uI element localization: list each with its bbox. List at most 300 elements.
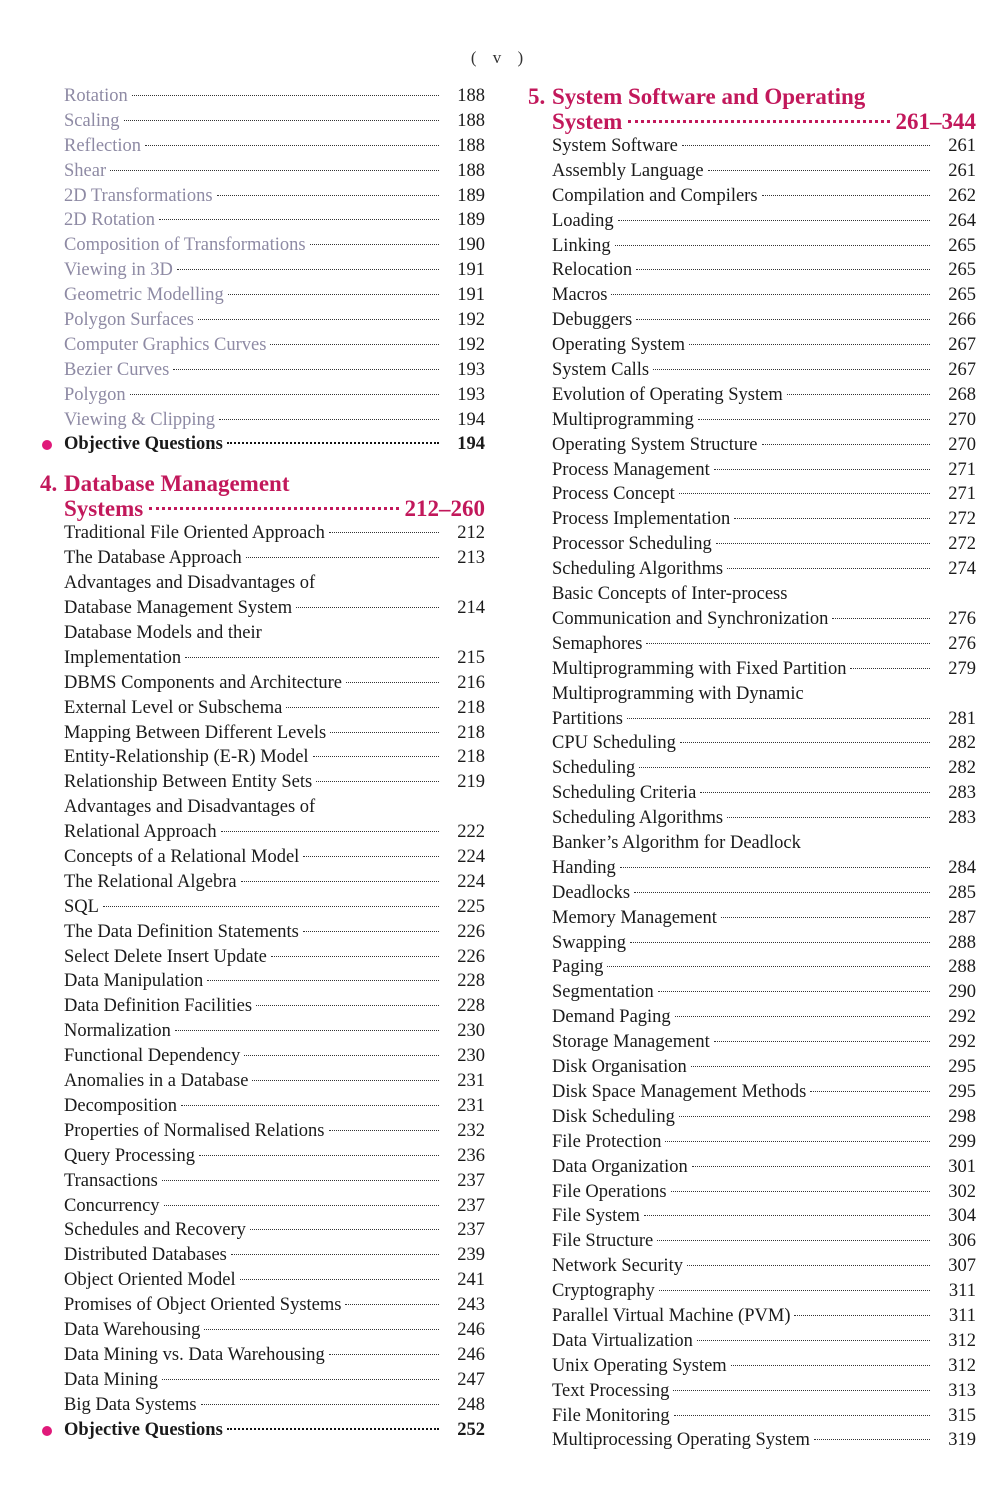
dot-leader <box>244 1055 439 1056</box>
chapter-page-range: 212–260 <box>404 496 485 522</box>
toc-entry[interactable] <box>528 308 976 333</box>
dot-leader <box>731 1365 930 1366</box>
chapter-5-heading[interactable] <box>528 84 976 134</box>
toc-entry[interactable] <box>40 571 485 621</box>
toc-entry[interactable] <box>40 1094 485 1119</box>
toc-entry[interactable] <box>40 333 485 358</box>
dot-leader <box>698 419 930 420</box>
toc-entry[interactable] <box>40 159 485 184</box>
dot-leader <box>303 856 439 857</box>
toc-entry[interactable] <box>528 1428 976 1453</box>
entry-page: 271 <box>948 484 976 505</box>
entry-title: Reflection <box>64 135 142 156</box>
entry-title: Big Data Systems <box>64 1394 197 1415</box>
entry-title-line2: Partitions <box>552 708 623 729</box>
toc-entry[interactable] <box>528 1005 976 1030</box>
entry-title: Paging <box>552 957 604 978</box>
toc-entry[interactable] <box>528 1030 976 1055</box>
entry-title: Segmentation <box>552 982 654 1003</box>
dot-leader <box>679 1116 930 1117</box>
dot-leader <box>682 145 930 146</box>
toc-entry[interactable] <box>528 433 976 458</box>
entry-page: 192 <box>457 334 485 355</box>
toc-entry[interactable] <box>528 134 976 159</box>
toc-entry[interactable] <box>528 458 976 483</box>
toc-entry[interactable] <box>528 657 976 682</box>
entry-title: Schedules and Recovery <box>64 1220 246 1241</box>
entry-title: Disk Organisation <box>552 1057 687 1078</box>
toc-entry[interactable] <box>528 408 976 433</box>
dot-leader <box>697 1340 930 1341</box>
toc-entry[interactable] <box>40 1019 485 1044</box>
entry-title-line2-row <box>64 646 485 671</box>
entry-title: Anomalies in a Database <box>64 1071 249 1092</box>
entry-page: 228 <box>457 971 485 992</box>
toc-entry[interactable] <box>528 781 976 806</box>
toc-entry[interactable] <box>40 1194 485 1219</box>
toc-entry[interactable] <box>40 621 485 671</box>
toc-entry[interactable] <box>40 671 485 696</box>
entry-page: 192 <box>457 310 485 331</box>
toc-entry[interactable] <box>528 582 976 632</box>
dot-leader <box>611 294 930 295</box>
entry-title: File Monitoring <box>552 1405 670 1426</box>
toc-entry[interactable] <box>528 383 976 408</box>
toc-entry[interactable] <box>40 208 485 233</box>
toc-entry[interactable] <box>528 1254 976 1279</box>
dot-leader <box>199 1155 439 1156</box>
entry-title-line2: Implementation <box>64 647 182 668</box>
toc-entry[interactable] <box>40 1368 485 1393</box>
toc-entry[interactable] <box>528 1155 976 1180</box>
entry-page: 212 <box>457 523 485 544</box>
entry-page: 215 <box>457 647 485 668</box>
entry-title: Transactions <box>64 1170 158 1191</box>
toc-entry[interactable] <box>528 1130 976 1155</box>
objective-questions-entry[interactable] <box>40 432 485 457</box>
dot-leader <box>636 269 930 270</box>
entry-page: 188 <box>457 135 485 156</box>
toc-entry[interactable] <box>528 1105 976 1130</box>
toc-entry[interactable] <box>40 521 485 546</box>
toc-entry[interactable] <box>40 1318 485 1343</box>
entry-page: 312 <box>948 1355 976 1376</box>
entry-page: 272 <box>948 509 976 530</box>
entry-page: 267 <box>948 335 976 356</box>
entry-title: Processor Scheduling <box>552 534 712 555</box>
dot-leader <box>246 557 439 558</box>
entry-title: Disk Scheduling <box>552 1106 675 1127</box>
chapter-4-heading[interactable] <box>40 471 485 521</box>
toc-entry[interactable] <box>528 931 976 956</box>
entry-title: The Database Approach <box>64 548 242 569</box>
toc-entry[interactable] <box>528 1229 976 1254</box>
entry-page: 213 <box>457 548 485 569</box>
entry-title-line2-row <box>552 607 976 632</box>
toc-entry[interactable] <box>528 906 976 931</box>
toc-entry[interactable] <box>40 283 485 308</box>
entry-title: Computer Graphics Curves <box>64 334 267 355</box>
entry-page: 248 <box>457 1394 485 1415</box>
entry-page: 284 <box>948 857 976 878</box>
toc-entry[interactable] <box>40 408 485 433</box>
entry-title-line2: Communication and Synchronization <box>552 608 829 629</box>
entry-page: 232 <box>457 1120 485 1141</box>
dot-leader <box>639 767 930 768</box>
entry-title: Objective Questions <box>64 1419 223 1440</box>
toc-entry[interactable] <box>40 1343 485 1368</box>
entry-title: Cryptography <box>552 1281 655 1302</box>
toc-entry[interactable] <box>40 258 485 283</box>
toc-entry[interactable] <box>528 1279 976 1304</box>
entry-page: 298 <box>948 1106 976 1127</box>
toc-entry[interactable] <box>40 845 485 870</box>
chapter-5-entries <box>528 134 976 1453</box>
dot-leader <box>721 917 930 918</box>
dot-leader <box>762 444 930 445</box>
entry-page: 265 <box>948 285 976 306</box>
toc-entry[interactable] <box>40 1293 485 1318</box>
entry-page: 224 <box>457 847 485 868</box>
entry-title: Semaphores <box>552 633 643 654</box>
entry-page: 315 <box>948 1405 976 1426</box>
entry-title-line2-row <box>552 856 976 881</box>
toc-entry[interactable] <box>40 383 485 408</box>
chapter-title-line2-row <box>64 496 485 521</box>
toc-entry[interactable] <box>40 1218 485 1243</box>
toc-entry[interactable] <box>528 507 976 532</box>
dot-leader <box>271 956 439 957</box>
entry-page: 247 <box>457 1369 485 1390</box>
dot-leader <box>691 1066 930 1067</box>
entry-title: Relocation <box>552 260 633 281</box>
entry-page: 189 <box>457 185 485 206</box>
entry-page: 313 <box>948 1380 976 1401</box>
dot-leader <box>296 607 439 608</box>
toc-entry[interactable] <box>40 969 485 994</box>
toc-entry[interactable] <box>528 731 976 756</box>
entry-title-line2-row <box>64 820 485 845</box>
dot-leader <box>679 493 930 494</box>
toc-entry[interactable] <box>40 1044 485 1069</box>
toc-entry[interactable] <box>528 209 976 234</box>
dot-leader <box>659 1290 930 1291</box>
toc-entry[interactable] <box>528 234 976 259</box>
chapter-title-line1: System Software and Operating <box>552 84 866 109</box>
dot-leader <box>687 1265 930 1266</box>
toc-entry[interactable] <box>528 632 976 657</box>
entry-page: 222 <box>457 822 485 843</box>
dot-leader <box>241 881 439 882</box>
toc-entry[interactable] <box>528 980 976 1005</box>
entry-title: Mapping Between Different Levels <box>64 722 327 743</box>
dot-leader <box>217 195 439 196</box>
entry-title: Data Mining vs. Data Warehousing <box>64 1344 325 1365</box>
entry-title: Operating System Structure <box>552 434 758 455</box>
entry-page: 246 <box>457 1344 485 1365</box>
entry-page: 230 <box>457 1046 485 1067</box>
entry-title: The Data Definition Statements <box>64 921 299 942</box>
dot-leader <box>630 942 930 943</box>
entry-page: 194 <box>457 434 485 455</box>
entry-title: Objective Questions <box>64 434 223 455</box>
dot-leader <box>714 469 930 470</box>
toc-entry[interactable] <box>40 920 485 945</box>
toc-entry[interactable] <box>528 1329 976 1354</box>
entry-page: 301 <box>948 1156 976 1177</box>
dot-leader <box>665 1141 930 1142</box>
toc-entry[interactable] <box>528 756 976 781</box>
chapter-page-range: 261–344 <box>895 109 976 134</box>
dot-leader <box>162 1180 439 1181</box>
entry-title: Evolution of Operating System <box>552 384 783 405</box>
dot-leader <box>680 742 930 743</box>
dot-leader <box>671 1191 930 1192</box>
entry-page: 290 <box>948 982 976 1003</box>
entry-page: 243 <box>457 1295 485 1316</box>
entry-page: 276 <box>948 608 976 629</box>
toc-entry[interactable] <box>528 1180 976 1205</box>
entry-page: 265 <box>948 260 976 281</box>
toc-entry[interactable] <box>40 233 485 258</box>
bullet-icon <box>42 1426 52 1436</box>
toc-entry[interactable] <box>40 184 485 209</box>
toc-entry[interactable] <box>40 308 485 333</box>
dot-leader <box>173 369 439 370</box>
toc-entry[interactable] <box>40 895 485 920</box>
toc-entry[interactable] <box>40 109 485 134</box>
dot-leader <box>727 817 930 818</box>
chapter-title-line2: Systems <box>64 496 144 522</box>
entry-title: File Structure <box>552 1231 654 1252</box>
entry-page: 236 <box>457 1145 485 1166</box>
entry-page: 188 <box>457 110 485 131</box>
entry-page: 281 <box>948 708 976 729</box>
entry-page: 270 <box>948 409 976 430</box>
dot-leader <box>130 394 439 395</box>
entry-title: SQL <box>64 896 99 917</box>
entry-title-line2-row <box>64 596 485 621</box>
entry-title: Linking <box>552 235 611 256</box>
dot-leader <box>201 1404 439 1405</box>
dot-leader <box>692 1166 930 1167</box>
toc-entry[interactable] <box>528 184 976 209</box>
entry-page: 231 <box>457 1071 485 1092</box>
dot-leader <box>103 906 439 907</box>
toc-entry[interactable] <box>40 84 485 109</box>
dot-leader <box>734 518 930 519</box>
dot-leader <box>164 1205 439 1206</box>
dot-leader <box>346 682 439 683</box>
dot-leader <box>204 1329 439 1330</box>
entry-title: Loading <box>552 210 614 231</box>
dot-leader <box>270 344 439 345</box>
entry-page: 272 <box>948 534 976 555</box>
chapter-title-line2-row <box>552 109 976 134</box>
dot-leader <box>700 792 930 793</box>
dot-leader <box>177 269 439 270</box>
dot-leader <box>644 1215 930 1216</box>
toc-entry[interactable] <box>40 870 485 895</box>
dot-leader <box>207 980 439 981</box>
entry-page: 312 <box>948 1330 976 1351</box>
toc-entry[interactable] <box>528 831 976 881</box>
entry-title: Data Manipulation <box>64 971 204 992</box>
dot-leader <box>329 532 439 533</box>
entry-page: 311 <box>948 1281 976 1302</box>
dot-leader <box>198 319 439 320</box>
toc-entry[interactable] <box>528 557 976 582</box>
entry-title: Shear <box>64 160 107 181</box>
entry-page: 319 <box>948 1430 976 1451</box>
entry-title: Macros <box>552 285 608 306</box>
dot-leader <box>228 294 439 295</box>
entry-title: Swapping <box>552 932 626 953</box>
objective-questions-entry[interactable] <box>40 1418 485 1443</box>
entry-title: Promises of Object Oriented Systems <box>64 1295 342 1316</box>
entry-title: Rotation <box>64 86 128 106</box>
toc-entry[interactable] <box>528 955 976 980</box>
dot-leader <box>794 1315 930 1316</box>
dot-leader <box>814 1439 930 1440</box>
entry-title: Debuggers <box>552 310 633 331</box>
dot-leader <box>615 245 930 246</box>
toc-entry[interactable] <box>528 1080 976 1105</box>
toc-entry[interactable] <box>40 945 485 970</box>
toc-entry[interactable] <box>40 770 485 795</box>
entry-page: 190 <box>457 235 485 256</box>
toc-entry[interactable] <box>528 1304 976 1329</box>
toc-entry[interactable] <box>40 1144 485 1169</box>
entry-title: System Calls <box>552 360 650 381</box>
toc-entry[interactable] <box>528 258 976 283</box>
entry-title: Process Concept <box>552 484 675 505</box>
dot-leader <box>716 543 930 544</box>
toc-entry[interactable] <box>40 1169 485 1194</box>
entry-title: Data Warehousing <box>64 1319 201 1340</box>
toc-entry[interactable] <box>40 696 485 721</box>
chapter-number: 4. <box>40 471 58 497</box>
toc-entry[interactable] <box>40 1268 485 1293</box>
entry-title: Multiprogramming with Fixed Partition <box>552 658 847 679</box>
dot-leader <box>673 1390 930 1391</box>
entry-title: Process Management <box>552 459 710 480</box>
entry-title: DBMS Components and Architecture <box>64 672 342 693</box>
entry-title: Functional Dependency <box>64 1046 241 1067</box>
dot-leader <box>286 707 439 708</box>
toc-entry[interactable] <box>40 1119 485 1144</box>
toc-entry[interactable] <box>528 881 976 906</box>
dot-leader <box>313 756 439 757</box>
entry-title: Data Organization <box>552 1156 688 1177</box>
entry-page: 292 <box>948 1032 976 1053</box>
toc-entry[interactable] <box>40 994 485 1019</box>
entry-title: Compilation and Compilers <box>552 185 758 206</box>
dot-leader <box>227 1428 439 1430</box>
entry-title: Storage Management <box>552 1032 710 1053</box>
entry-title-line2-row <box>552 707 976 732</box>
toc-entry[interactable] <box>528 1055 976 1080</box>
dot-leader <box>221 831 439 832</box>
entry-title: Data Definition Facilities <box>64 996 253 1017</box>
entry-title: Network Security <box>552 1256 684 1277</box>
entry-page: 226 <box>457 946 485 967</box>
entry-page: 226 <box>457 921 485 942</box>
dot-leader <box>627 718 930 719</box>
dot-leader <box>810 1091 930 1092</box>
entry-title: Decomposition <box>64 1095 178 1116</box>
entry-page: 306 <box>948 1231 976 1252</box>
entry-title: Multiprocessing Operating System <box>552 1430 810 1451</box>
toc-entry[interactable] <box>528 358 976 383</box>
toc-entry[interactable] <box>40 134 485 159</box>
dot-leader <box>145 145 439 146</box>
entry-page: 231 <box>457 1095 485 1116</box>
dot-leader <box>636 319 930 320</box>
entry-title: Bezier Curves <box>64 359 170 380</box>
entry-page: 295 <box>948 1081 976 1102</box>
toc-entry[interactable] <box>528 283 976 308</box>
toc-entry[interactable] <box>40 1069 485 1094</box>
toc-entry[interactable] <box>40 1243 485 1268</box>
dot-leader <box>316 781 439 782</box>
entry-title: Assembly Language <box>552 160 704 181</box>
entry-page: 218 <box>457 722 485 743</box>
toc-entry[interactable] <box>528 1404 976 1429</box>
toc-entry[interactable] <box>528 1354 976 1379</box>
toc-entry[interactable] <box>40 1393 485 1418</box>
toc-entry[interactable] <box>528 806 976 831</box>
dot-leader <box>628 120 889 123</box>
entry-page: 188 <box>457 160 485 181</box>
entry-title: Query Processing <box>64 1145 196 1166</box>
entry-page: 225 <box>457 896 485 917</box>
toc-entry[interactable] <box>528 333 976 358</box>
toc-entry[interactable] <box>40 546 485 571</box>
entry-page: 285 <box>948 882 976 903</box>
entry-title: Entity-Relationship (E-R) Model <box>64 747 309 768</box>
toc-entry[interactable] <box>528 1204 976 1229</box>
dot-leader <box>850 668 930 669</box>
toc-entry[interactable] <box>40 358 485 383</box>
dot-leader <box>149 507 398 510</box>
dot-leader <box>231 1254 439 1255</box>
entry-page: 194 <box>457 409 485 430</box>
entry-page: 292 <box>948 1007 976 1028</box>
toc-entry[interactable] <box>528 482 976 507</box>
dot-leader <box>832 618 930 619</box>
entry-title: Traditional File Oriented Approach <box>64 523 325 544</box>
entry-title: Composition of Transformations <box>64 235 306 256</box>
dot-leader <box>256 1005 439 1006</box>
dot-leader <box>727 568 930 569</box>
entry-page: 299 <box>948 1131 976 1152</box>
toc-entry[interactable] <box>528 532 976 557</box>
entry-page: 311 <box>948 1305 976 1326</box>
toc-entry[interactable] <box>528 1379 976 1404</box>
toc-entry[interactable] <box>528 682 976 732</box>
dot-leader <box>303 931 439 932</box>
dot-leader <box>657 1240 930 1241</box>
dot-leader <box>714 1041 930 1042</box>
chapter-4-entries <box>40 521 485 1417</box>
toc-entry[interactable] <box>528 159 976 184</box>
entry-page: 295 <box>948 1057 976 1078</box>
toc-entry[interactable] <box>40 721 485 746</box>
entry-page: 191 <box>457 285 485 306</box>
toc-entry[interactable] <box>40 795 485 845</box>
toc-entry[interactable] <box>40 745 485 770</box>
